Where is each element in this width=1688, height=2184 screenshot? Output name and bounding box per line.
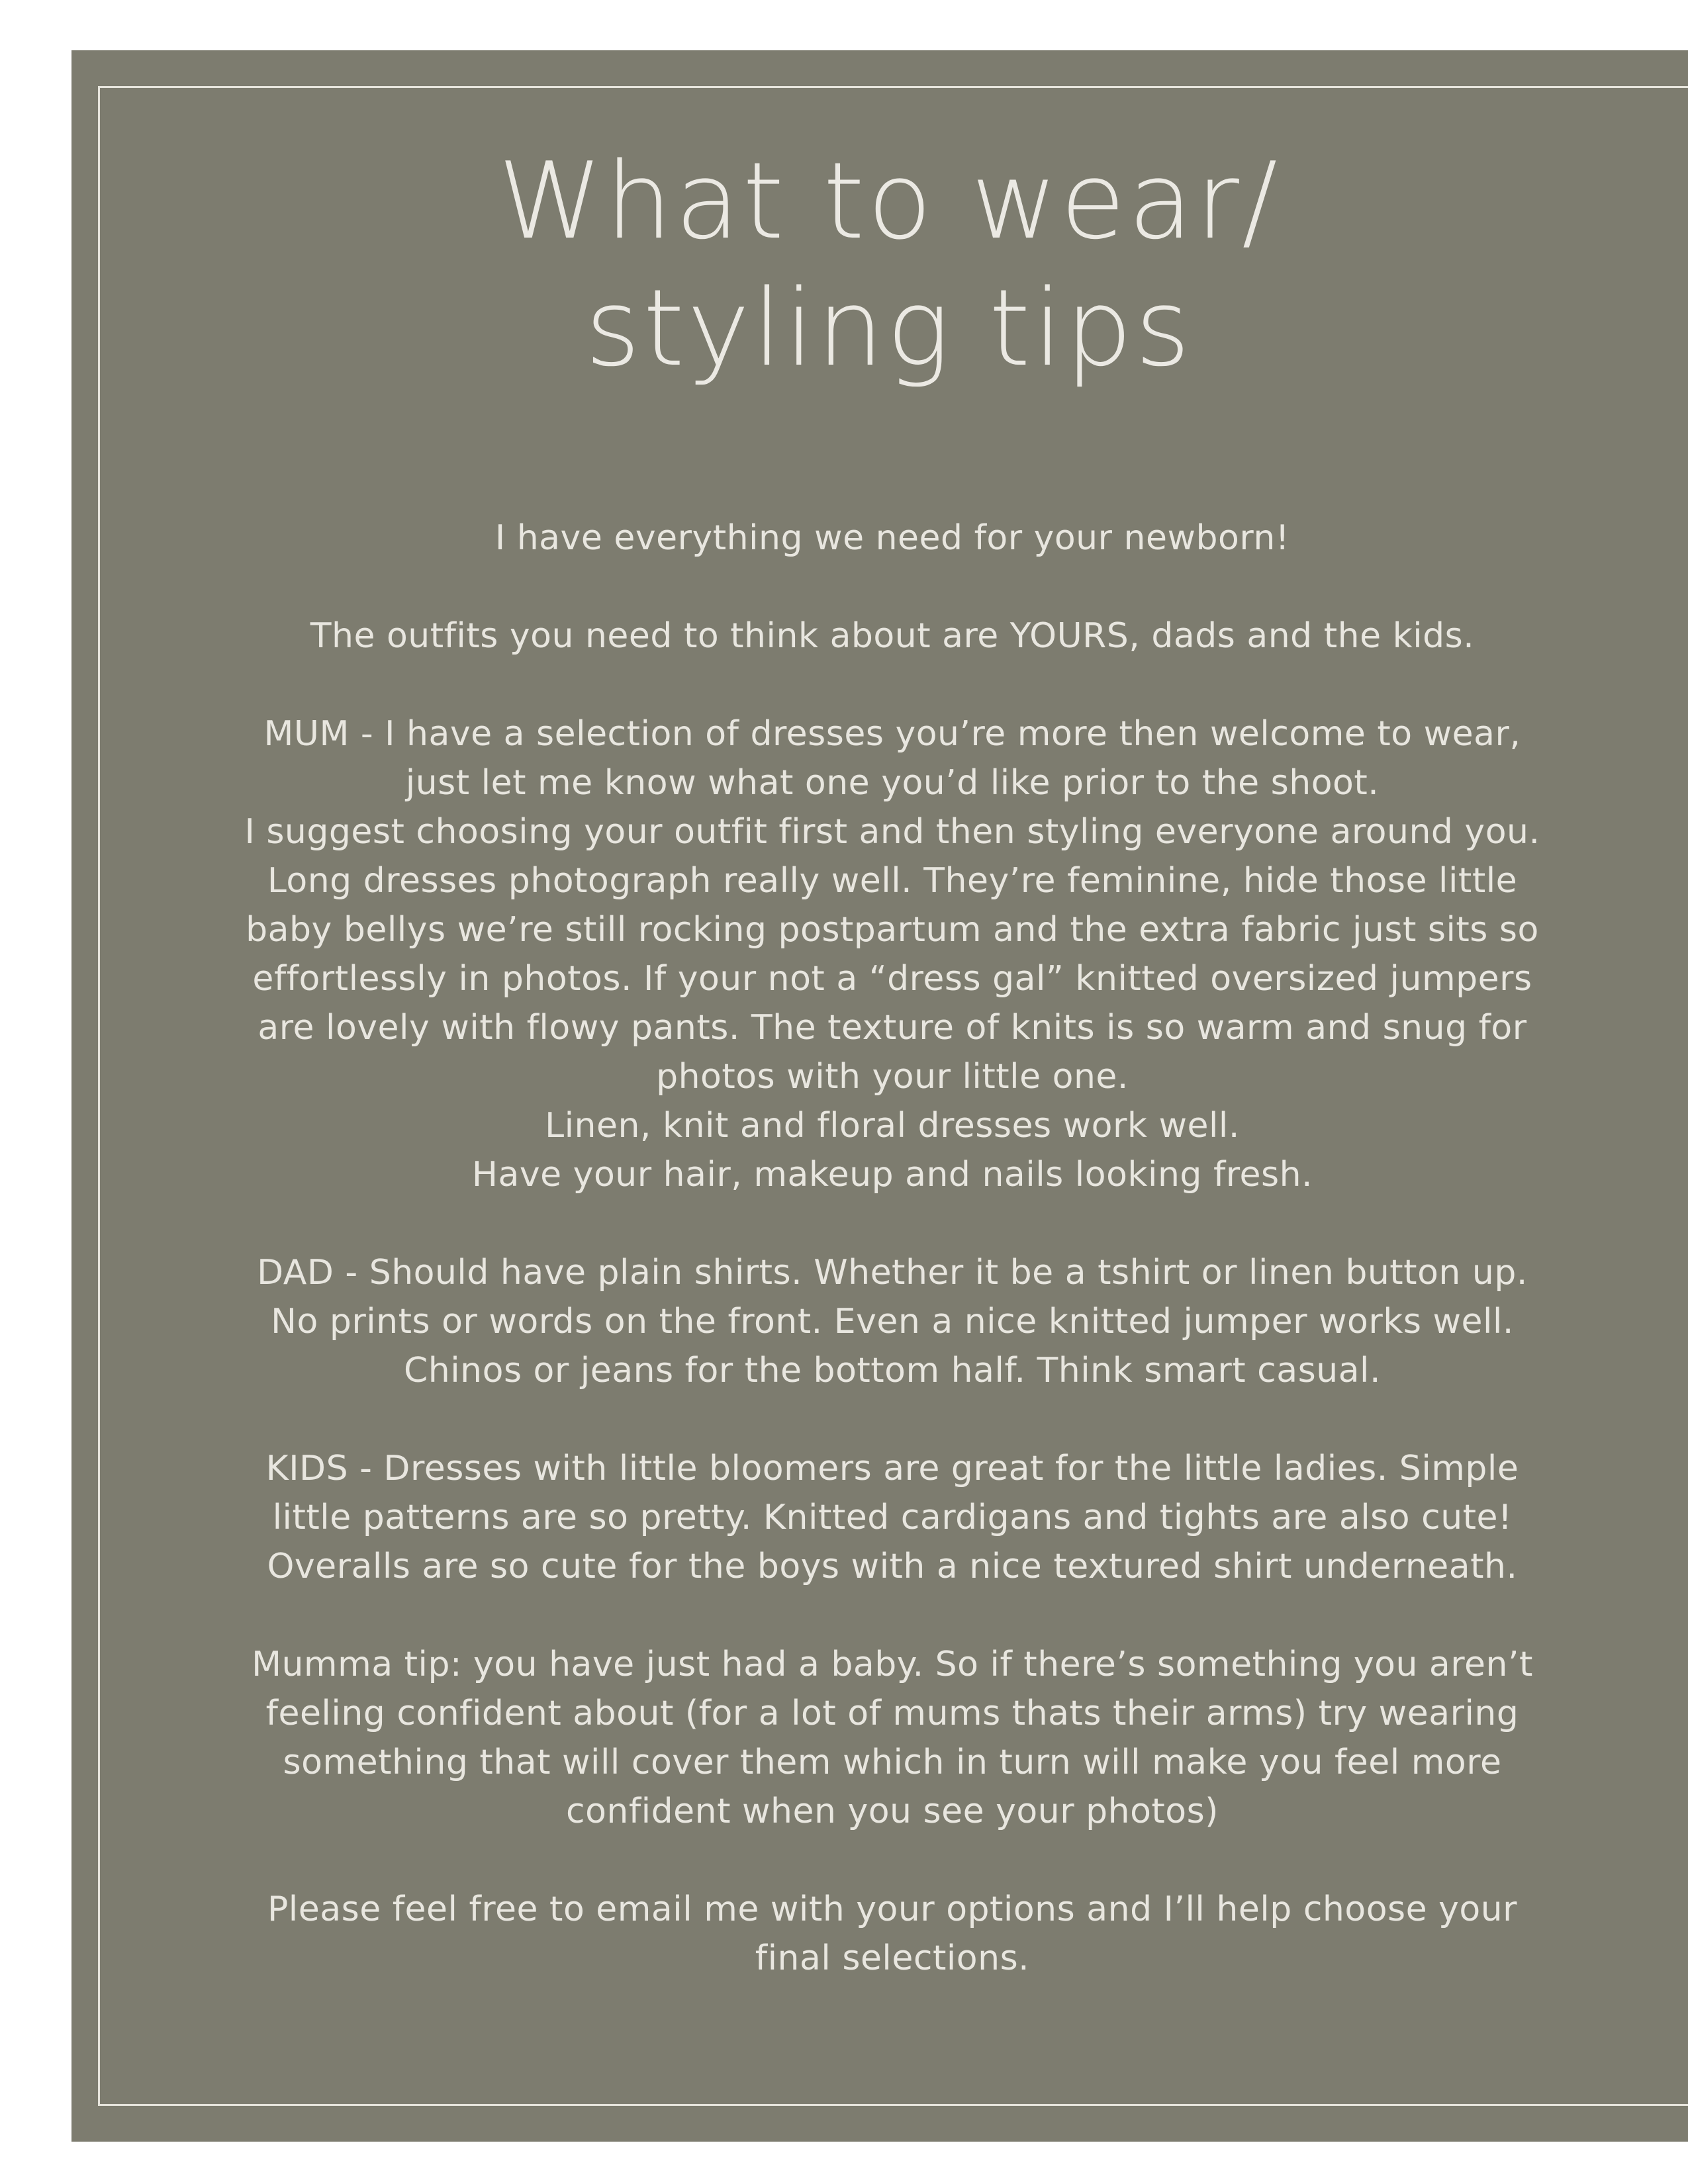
- intro-line-1: I have everything we need for your newborn!: [494, 518, 1290, 558]
- panel-content: [71, 50, 1688, 2142]
- paragraph-gap: [204, 563, 1581, 612]
- mum-line: Linen, knit and floral dresses work well.: [545, 1106, 1240, 1146]
- mum-line: I suggest choosing your outfit first and then styling everyone around you.: [244, 812, 1540, 852]
- mum-line: Long dresses photograph really well. They’re feminine, hide those little: [267, 861, 1518, 901]
- paragraph-gap: [204, 1836, 1581, 1885]
- paragraph-gap: [204, 660, 1581, 709]
- kids-line: KIDS - Dresses with little bloomers are great for the little ladies. Simple: [265, 1449, 1519, 1488]
- closing-line: Please feel free to email me with your options and I’ll help choose your: [267, 1889, 1518, 1929]
- mumma-tip-line: something that will cover them which in turn will make you feel more: [283, 1743, 1502, 1782]
- dad-line: No prints or words on the front. Even a nice knitted jumper works well.: [271, 1302, 1514, 1342]
- dad-line: DAD - Should have plain shirts. Whether it be a tshirt or linen button up.: [257, 1253, 1528, 1293]
- title-line-1: What to wear/: [498, 139, 1280, 263]
- mum-line: just let me know what one you’d like prior to the shoot.: [405, 763, 1380, 803]
- mumma-tip-line: Mumma tip: you have just had a baby. So if there’s something you aren’t: [252, 1645, 1533, 1684]
- paragraph-gap: [204, 1395, 1581, 1444]
- title-line-2: styling tips: [585, 266, 1194, 390]
- content-panel: [71, 50, 1688, 2142]
- closing-line: final selections.: [755, 1938, 1030, 1978]
- mumma-tip-line: confident when you see your photos): [566, 1792, 1219, 1831]
- paragraph-gap: [204, 1199, 1581, 1248]
- mum-line: are lovely with flowy pants. The texture of knits is so warm and snug for: [258, 1008, 1527, 1048]
- mum-line: MUM - I have a selection of dresses you’re more then welcome to wear,: [263, 714, 1521, 754]
- mum-line: Have your hair, makeup and nails looking fresh.: [471, 1155, 1313, 1195]
- mum-line: photos with your little one.: [656, 1057, 1129, 1097]
- paragraph-gap: [204, 1591, 1581, 1640]
- styling-tips-body: [204, 514, 1581, 1983]
- page-title: [71, 138, 1688, 392]
- mum-line: effortlessly in photos. If your not a “dress gal” knitted oversized jumpers: [252, 959, 1532, 999]
- mum-line: baby bellys we’re still rocking postpartum and the extra fabric just sits so: [246, 910, 1539, 950]
- intro-line-2: The outfits you need to think about are YOURS, dads and the kids.: [310, 616, 1475, 656]
- kids-line: Overalls are so cute for the boys with a nice textured shirt underneath.: [267, 1547, 1518, 1586]
- mumma-tip-line: feeling confident about (for a lot of mums thats their arms) try wearing: [265, 1694, 1519, 1733]
- dad-line: Chinos or jeans for the bottom half. Think smart casual.: [403, 1351, 1382, 1390]
- kids-line: little patterns are so pretty. Knitted cardigans and tights are also cute!: [272, 1498, 1513, 1537]
